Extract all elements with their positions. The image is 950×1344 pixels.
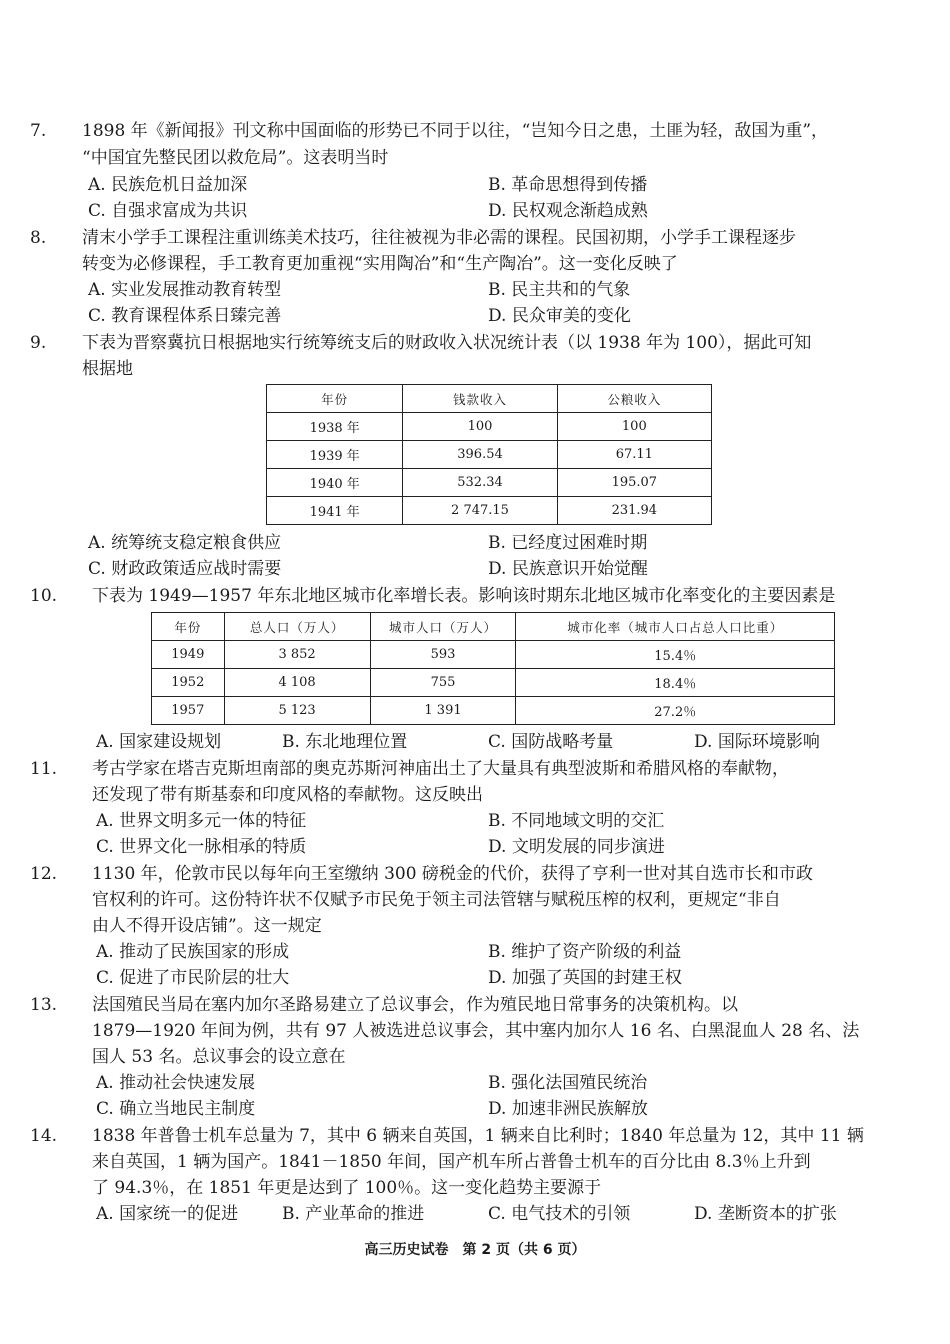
table-cell: 593 <box>370 641 516 669</box>
question-number: 8. <box>30 228 47 248</box>
question-number: 11. <box>30 759 58 779</box>
question-number: 14. <box>30 1126 58 1146</box>
table-cell: 4 108 <box>224 669 370 697</box>
table-cell: 1949 <box>152 641 225 669</box>
table-header-cell: 年份 <box>267 385 403 413</box>
question-7-option-b: B. 革命思想得到传播 <box>488 175 648 195</box>
question-8-option-b: B. 民主共和的气象 <box>488 280 631 300</box>
question-14-option-b: B. 产业革命的推进 <box>282 1204 425 1224</box>
question-8-option-d: D. 民众审美的变化 <box>488 306 631 326</box>
table-header-cell: 公粮收入 <box>557 385 711 413</box>
table-cell: 67.11 <box>557 441 711 469</box>
question-11-stem-line-1: 11. 考古学家在塔吉克斯坦南部的奥克苏斯河神庙出土了大量具有典型波斯和希腊风格的奉献物， <box>30 756 789 782</box>
question-7-option-d: D. 民权观念渐趋成熟 <box>488 201 648 221</box>
table-cell: 195.07 <box>557 469 711 497</box>
table-cell: 396.54 <box>403 441 557 469</box>
table-cell: 532.34 <box>403 469 557 497</box>
question-13-option-c: C. 确立当地民主制度 <box>96 1099 256 1119</box>
question-10-option-c: C. 国防战略考量 <box>488 732 614 752</box>
question-13-stem-line-1: 13. 法国殖民当局在塞内加尔圣路易建立了总议事会，作为殖民地日常事务的决策机构。以 <box>30 992 738 1018</box>
table-cell: 1939 年 <box>267 441 403 469</box>
fiscal-income-table <box>266 384 712 525</box>
table-cell: 5 123 <box>224 697 370 725</box>
question-9-stem-line-2: 根据地 <box>82 359 133 379</box>
table-row <box>267 469 712 497</box>
question-11-stem-line-2: 还发现了带有斯基泰和印度风格的奉献物。这反映出 <box>92 785 483 805</box>
question-13-stem-line-2: 1879—1920 年间为例，共有 97 人被选进总议事会，其中塞内加尔人 16 名、白黑混血人 28 名、法 <box>92 1021 860 1041</box>
question-10-option-a: A. 国家建设规划 <box>96 732 222 752</box>
question-7-stem-line-2: “中国宜先整民团以救危局”。这表明当时 <box>82 148 389 168</box>
question-12-option-a: A. 推动了民族国家的形成 <box>96 942 290 962</box>
question-7-stem-line-1: 7. 1898 年《新闻报》刊文称中国面临的形势已不同于以往，“岂知今日之患，土匪为轻，敌国为重”， <box>30 118 828 144</box>
question-9-option-d: D. 民族意识开始觉醒 <box>488 559 648 579</box>
table-cell: 18.4％ <box>516 669 835 697</box>
table-cell: 27.2％ <box>516 697 835 725</box>
question-11-option-c: C. 世界文化一脉相承的特质 <box>96 837 307 857</box>
table-cell: 755 <box>370 669 516 697</box>
question-10-option-b: B. 东北地理位置 <box>282 732 408 752</box>
table-header-cell: 城市人口（万人） <box>370 613 516 641</box>
question-number: 9. <box>30 333 47 353</box>
question-14-option-a: A. 国家统一的促进 <box>96 1204 239 1224</box>
question-8-stem-line-1: 8. 清末小学手工课程注重训练美术技巧，往往被视为非必需的课程。民国初期，小学手工课程逐步 <box>30 225 796 251</box>
question-12-stem-line-2: 官权利的许可。这份特许状不仅赋予市民免于领主司法管辖与赋税压榨的权利，更规定“非自 <box>92 890 781 910</box>
table-row <box>267 441 712 469</box>
table-row <box>267 413 712 441</box>
table-cell: 1957 <box>152 697 225 725</box>
page-footer: 高三历史试卷 第 2 页（共 6 页） <box>364 1242 586 1258</box>
question-13-option-b: B. 强化法国殖民统治 <box>488 1073 648 1093</box>
question-9-option-c: C. 财政政策适应战时需要 <box>88 559 282 579</box>
question-9-stem-line-1: 9. 下表为晋察冀抗日根据地实行统筹统支后的财政收入状况统计表（以 1938 年为 100），据此可知 <box>30 330 811 356</box>
question-7-option-a: A. 民族危机日益加深 <box>88 175 248 195</box>
question-number: 10. <box>30 586 58 606</box>
question-14-option-c: C. 电气技术的引领 <box>488 1204 631 1224</box>
urbanization-table <box>151 612 835 725</box>
question-12-option-c: C. 促进了市民阶层的壮大 <box>96 968 290 988</box>
question-7-option-c: C. 自强求富成为共识 <box>88 201 248 221</box>
table-cell: 1938 年 <box>267 413 403 441</box>
table-header-cell: 总人口（万人） <box>224 613 370 641</box>
question-12-option-b: B. 维护了资产阶级的利益 <box>488 942 682 962</box>
question-12-stem-line-3: 由人不得开设店铺”。这一规定 <box>92 916 322 936</box>
question-11-option-b: B. 不同地域文明的交汇 <box>488 811 665 831</box>
question-13-stem-line-3: 国人 53 名。总议事会的设立意在 <box>92 1047 346 1067</box>
table-header-cell: 城市化率（城市人口占总人口比重） <box>516 613 835 641</box>
question-9-option-a: A. 统筹统支稳定粮食供应 <box>88 533 282 553</box>
question-13-option-a: A. 推动社会快速发展 <box>96 1073 256 1093</box>
table-cell: 100 <box>403 413 557 441</box>
table-cell: 231.94 <box>557 497 711 525</box>
question-14-stem-line-2: 来自英国，1 辆为国产。1841－1850 年间，国产机车所占普鲁士机车的百分比由 8.3％上升到 <box>92 1152 811 1172</box>
question-14-option-d: D. 垄断资本的扩张 <box>694 1204 837 1224</box>
question-number: 13. <box>30 995 58 1015</box>
question-number: 7. <box>30 121 47 141</box>
table-header-row <box>267 385 712 413</box>
question-8-stem-line-2: 转变为必修课程，手工教育更加重视“实用陶冶”和“生产陶冶”。这一变化反映了 <box>82 254 678 274</box>
table-row <box>152 669 835 697</box>
table-cell: 1941 年 <box>267 497 403 525</box>
table-row <box>267 497 712 525</box>
table-cell: 1952 <box>152 669 225 697</box>
question-14-stem-line-1: 14. 1838 年普鲁士机车总量为 7，其中 6 辆来自英国，1 辆来自比利时；1840 年总量为 12，其中 11 辆 <box>30 1123 864 1149</box>
question-8-option-c: C. 教育课程体系日臻完善 <box>88 306 282 326</box>
question-10-stem-line-1: 10. 下表为 1949—1957 年东北地区城市化率增长表。影响该时期东北地区城市化率变化的主要因素是 <box>30 583 835 609</box>
question-14-stem-line-3: 了 94.3％，在 1851 年更是达到了 100％。这一变化趋势主要源于 <box>92 1178 602 1198</box>
question-10-option-d: D. 国际环境影响 <box>694 732 820 752</box>
table-cell: 15.4％ <box>516 641 835 669</box>
table-cell: 1 391 <box>370 697 516 725</box>
question-11-option-a: A. 世界文明多元一体的特征 <box>96 811 307 831</box>
question-13-option-d: D. 加速非洲民族解放 <box>488 1099 648 1119</box>
question-number: 12. <box>30 864 58 884</box>
question-12-option-d: D. 加强了英国的封建王权 <box>488 968 682 988</box>
question-8-option-a: A. 实业发展推动教育转型 <box>88 280 282 300</box>
question-9-option-b: B. 已经度过困难时期 <box>488 533 648 553</box>
table-cell: 3 852 <box>224 641 370 669</box>
table-cell: 1940 年 <box>267 469 403 497</box>
table-cell: 100 <box>557 413 711 441</box>
table-header-cell: 钱款收入 <box>403 385 557 413</box>
table-cell: 2 747.15 <box>403 497 557 525</box>
table-header-row <box>152 613 835 641</box>
table-header-cell: 年份 <box>152 613 225 641</box>
question-12-stem-line-1: 12. 1130 年，伦敦市民以每年向王室缴纳 300 磅税金的代价，获得了亨利一世对其自选市长和市政 <box>30 861 813 887</box>
table-row <box>152 697 835 725</box>
table-row <box>152 641 835 669</box>
question-11-option-d: D. 文明发展的同步演进 <box>488 837 665 857</box>
